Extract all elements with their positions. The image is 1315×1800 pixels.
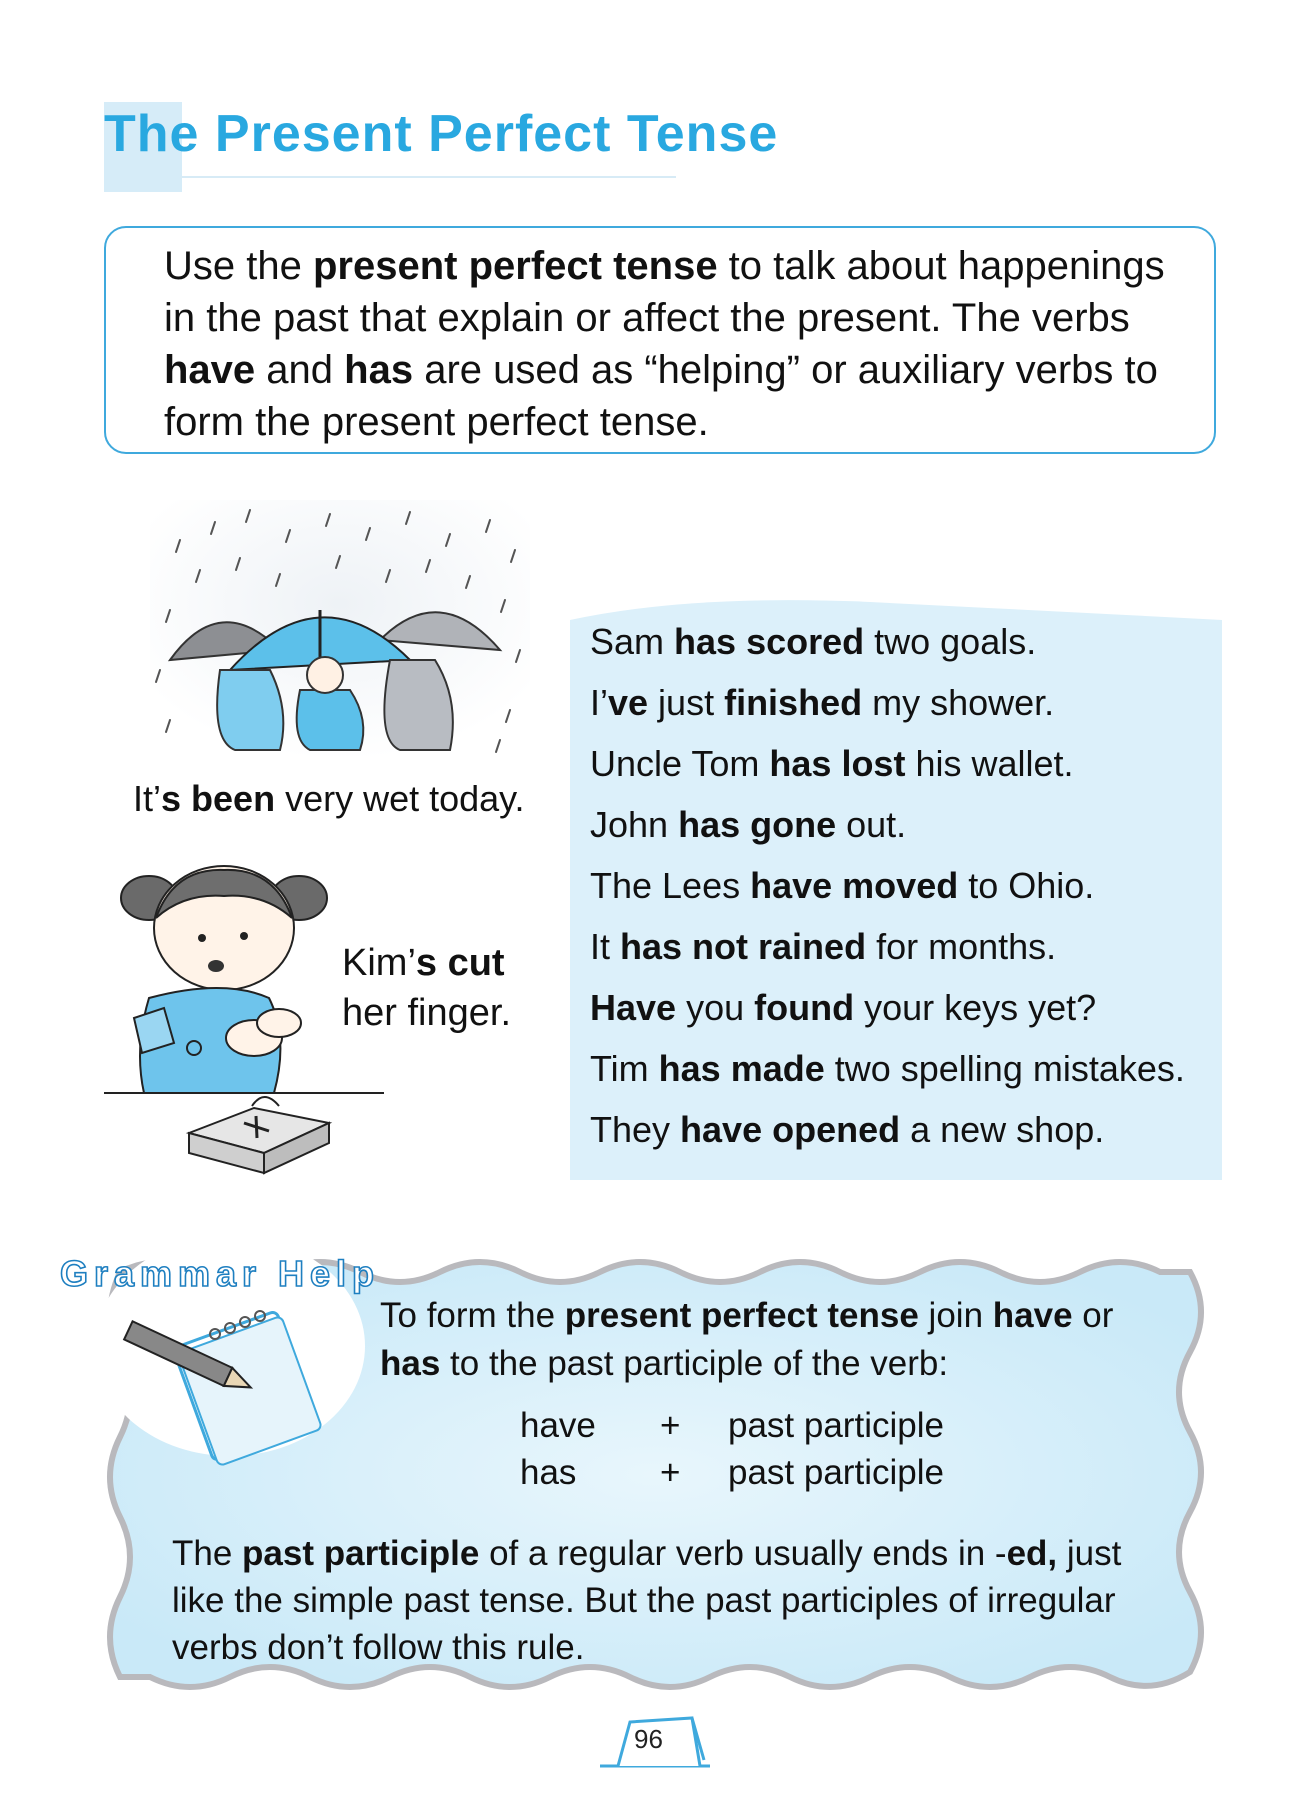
- page-number-tab: [600, 1712, 710, 1772]
- page-title: The Present Perfect Tense: [104, 105, 779, 163]
- example-sentence: John has gone out.: [590, 804, 907, 845]
- example-sentence: It has not rained for months.: [590, 926, 1057, 967]
- definition-box: [104, 226, 1216, 454]
- formula-table: [520, 1402, 1000, 1496]
- example-sentence: Tim has made two spelling mistakes.: [590, 1048, 1185, 1089]
- badge-label: Grammar Help: [59, 1253, 381, 1294]
- example-sentence: I’ve just finished my shower.: [590, 682, 1055, 723]
- kim-caption: Kim’s cut her finger.: [342, 942, 511, 1034]
- formula-auxiliary: has: [520, 1453, 577, 1492]
- grammar-help-rule: To form the present perfect tense join have or has to the past participle of the verb:: [380, 1296, 1114, 1383]
- formula-row: [520, 1449, 1000, 1496]
- example-sentence: Have you found your keys yet?: [590, 987, 1097, 1028]
- rain-caption: It’s been very wet today.: [133, 778, 525, 819]
- title-block: [104, 100, 779, 190]
- title-underline: [180, 176, 676, 178]
- formula-participle: past participle: [728, 1453, 944, 1492]
- example-sentence: The Lees have moved to Ohio.: [590, 865, 1095, 906]
- formula-plus: +: [660, 1406, 681, 1445]
- formula-plus: +: [660, 1453, 681, 1492]
- examples-list: [590, 620, 1185, 1169]
- grammar-help-note: The past participle of a regular verb usually ends in -ed, just like the simple past tense. But the past participles of irregular verbs don’t follow this rule.: [172, 1534, 1122, 1667]
- page-number: 96: [634, 1724, 663, 1754]
- formula-row: [520, 1402, 1000, 1449]
- grammar-help-badge: [59, 1226, 381, 1466]
- example-sentence: They have opened a new shop.: [590, 1109, 1105, 1150]
- definition-text: Use the present perfect tense to talk about happenings in the past that explain or affect the present. The verbs have and has are used as “helping” or auxiliary verbs to form the present perfect tense.: [164, 244, 1165, 444]
- example-sentence: Uncle Tom has lost his wallet.: [590, 743, 1074, 784]
- formula-participle: past participle: [728, 1406, 944, 1445]
- rain-umbrellas-illustration: [140, 500, 540, 770]
- formula-auxiliary: have: [520, 1406, 596, 1445]
- example-sentence: Sam has scored two goals.: [590, 621, 1037, 662]
